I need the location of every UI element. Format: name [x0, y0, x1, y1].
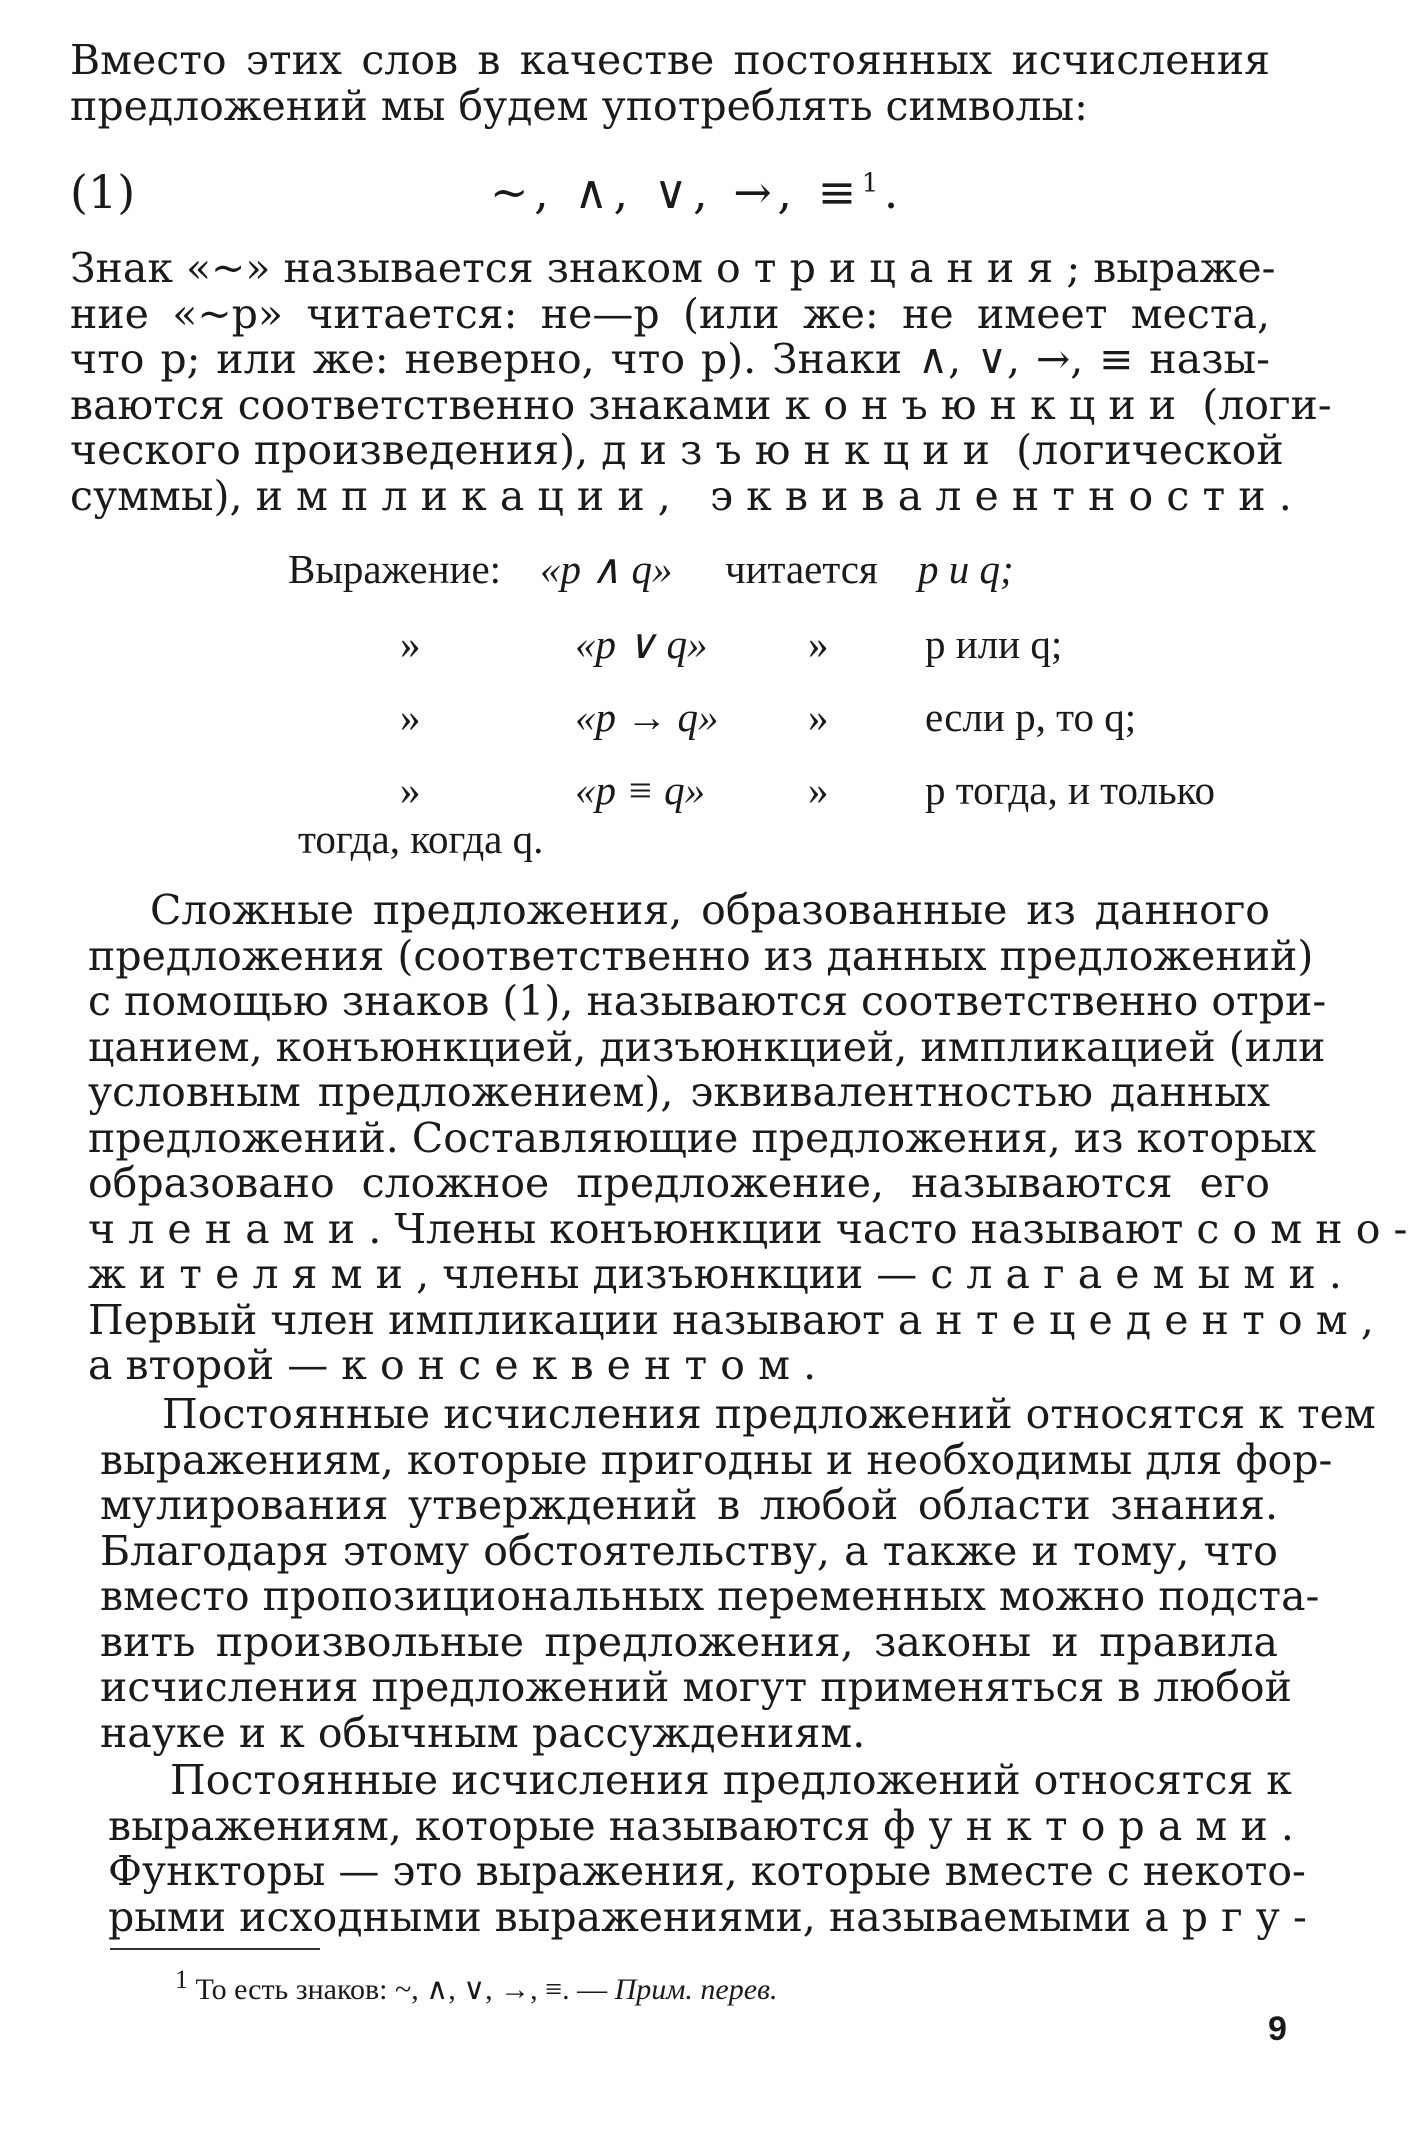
formula-symbols	[490, 165, 904, 219]
text-line: условным предложением), эквивалентностью данных	[88, 1068, 1270, 1116]
text-line	[108, 1801, 1294, 1850]
term-conjunction: конъюнкции	[784, 380, 1190, 429]
footnote-mark: 1	[175, 1965, 188, 1994]
term-functors: функторами	[883, 1801, 1281, 1850]
text-line	[70, 380, 1332, 429]
text-run: рыми исходными выражениями, называемыми	[108, 1892, 1145, 1941]
text-line: вить произвольные предложения, законы и правила	[100, 1617, 1278, 1666]
constants-paragraph	[100, 1390, 1376, 1757]
text-line: цанием, конъюнкцией, дизъюнкцией, импликацией (или	[88, 1022, 1326, 1071]
text-run: (логической	[1003, 426, 1284, 474]
text-line: выражениям, которые пригодны и необходимы для фор-	[100, 1435, 1333, 1484]
expression: «p ≡ q»	[575, 767, 706, 813]
text-line	[88, 1204, 1420, 1253]
text-line	[70, 426, 1284, 474]
text-line	[70, 471, 1292, 520]
expression: «p ∨ q»	[575, 621, 708, 667]
text-line: что p; или же: неверно, что p). Знаки ∧, ∨, →, ≡ назы-	[70, 335, 1270, 383]
text-run: Знак «~» называется знаком	[70, 244, 716, 292]
ditto-mark: »	[400, 767, 421, 813]
text-line	[88, 1250, 1342, 1298]
signs-paragraph	[70, 244, 1332, 520]
text-run: Первый член импликации называют	[88, 1295, 898, 1344]
formula-1	[70, 165, 1270, 225]
text-line: вместо пропозициональных переменных можно подста-	[100, 1572, 1320, 1620]
page-number: 9	[1268, 2010, 1287, 2048]
text-run: .	[1280, 1801, 1294, 1850]
footnote	[175, 1965, 778, 2007]
expression: «p → q»	[575, 694, 719, 740]
symbols-text: ~, ∧, ∨, →, ≡	[490, 165, 862, 219]
text-run: . Члены конъюнкции часто называют	[368, 1204, 1197, 1253]
text-run: суммы),	[70, 471, 256, 520]
text-line: исчисления предложений могут применяться в любой	[100, 1663, 1292, 1711]
formula-number: (1)	[70, 165, 136, 219]
footnote-translator-note: Прим. перев.	[614, 1973, 778, 2006]
ditto-mark: »	[400, 621, 421, 667]
text-line: образовано сложное предложение, называются его	[88, 1159, 1270, 1207]
text-run: выражениям, которые называются	[108, 1801, 884, 1850]
expressions-continuation: тогда, когда q.	[298, 816, 544, 862]
text-run: ; выраже-	[1066, 244, 1276, 292]
term-factors: жителями	[88, 1250, 417, 1298]
term-arguments: аргу-	[1144, 1892, 1320, 1941]
text-run: ваются соответственно знаками	[70, 380, 785, 429]
reading: p и q;	[918, 546, 1014, 592]
reading: p или q;	[925, 621, 1063, 667]
ditto-mark: »	[808, 767, 829, 813]
text-run: .	[803, 1341, 817, 1389]
ditto-mark: »	[808, 621, 829, 667]
expression: «p ∧ q»	[540, 546, 673, 592]
text-run: .	[1328, 1250, 1342, 1298]
term-factors: сомно-	[1196, 1204, 1420, 1253]
text-line: Сложные предложения, образованные из данного	[150, 886, 1270, 934]
text-line	[108, 1892, 1320, 1941]
text-run: а второй —	[88, 1341, 342, 1389]
text-line: предложений. Составляющие предложения, из которых	[88, 1113, 1317, 1162]
text-line	[88, 1343, 1270, 1389]
text-line: с помощью знаков (1), называются соответственно отри-	[88, 977, 1327, 1025]
text-run: ,	[1360, 1295, 1374, 1344]
expressions-head: Выражение:	[288, 546, 502, 592]
complex-sentences-paragraph	[88, 886, 1420, 1389]
text-line: науке и к обычным рассуждениям.	[100, 1708, 866, 1757]
text-line: ние «~p» читается: не—p (или же: не имеет места,	[70, 289, 1270, 338]
term-consequent: консеквентом	[341, 1341, 804, 1389]
footnote-mark: 1	[861, 168, 884, 199]
footnote-divider	[110, 1948, 320, 1950]
term-negation: отрицания	[716, 244, 1067, 292]
term-summands: слагаемыми	[930, 1250, 1329, 1298]
text-line: Благодаря этому обстоятельству, а также и тому, что	[100, 1526, 1278, 1575]
text-line: мулирования утверждений в любой области знания.	[100, 1481, 1278, 1529]
reads-label: читается	[725, 546, 878, 592]
functors-paragraph	[108, 1756, 1320, 1941]
ditto-mark: »	[808, 694, 829, 740]
intro-paragraph	[70, 38, 1270, 129]
text-line: предложения (соответственно из данных предложений)	[88, 931, 1314, 980]
text-line: Вместо этих слов в качестве постоянных исчисления	[70, 36, 1270, 84]
term-disjunction: дизъюнкции	[601, 426, 1004, 474]
reading: если p, то q;	[925, 694, 1137, 740]
formula-end: .	[883, 165, 904, 219]
text-run: .	[1278, 471, 1292, 520]
term-implication-equivalence: импликации, эквивалентности	[255, 471, 1279, 520]
ditto-mark: »	[400, 694, 421, 740]
text-run: , члены дизъюнкции —	[416, 1250, 931, 1298]
text-line: предложений мы будем употреблять символы:	[70, 81, 1088, 130]
term-members: членами	[88, 1204, 369, 1253]
text-line	[70, 244, 1276, 292]
text-line	[88, 1295, 1374, 1344]
text-run: (логи-	[1189, 380, 1332, 429]
text-line: Постоянные исчисления предложений относятся к тем	[162, 1390, 1376, 1438]
term-antecedent: антецедентом	[897, 1295, 1361, 1344]
text-run: ческого произведения),	[70, 426, 602, 474]
reading: p тогда, и только	[925, 767, 1215, 813]
footnote-text: То есть знаков: ~, ∧, ∨, →, ≡. —	[195, 1973, 615, 2006]
text-line: Постоянные исчисления предложений относятся к	[170, 1756, 1292, 1804]
text-line: Функторы — это выражения, которые вместе с некото-	[108, 1847, 1306, 1895]
